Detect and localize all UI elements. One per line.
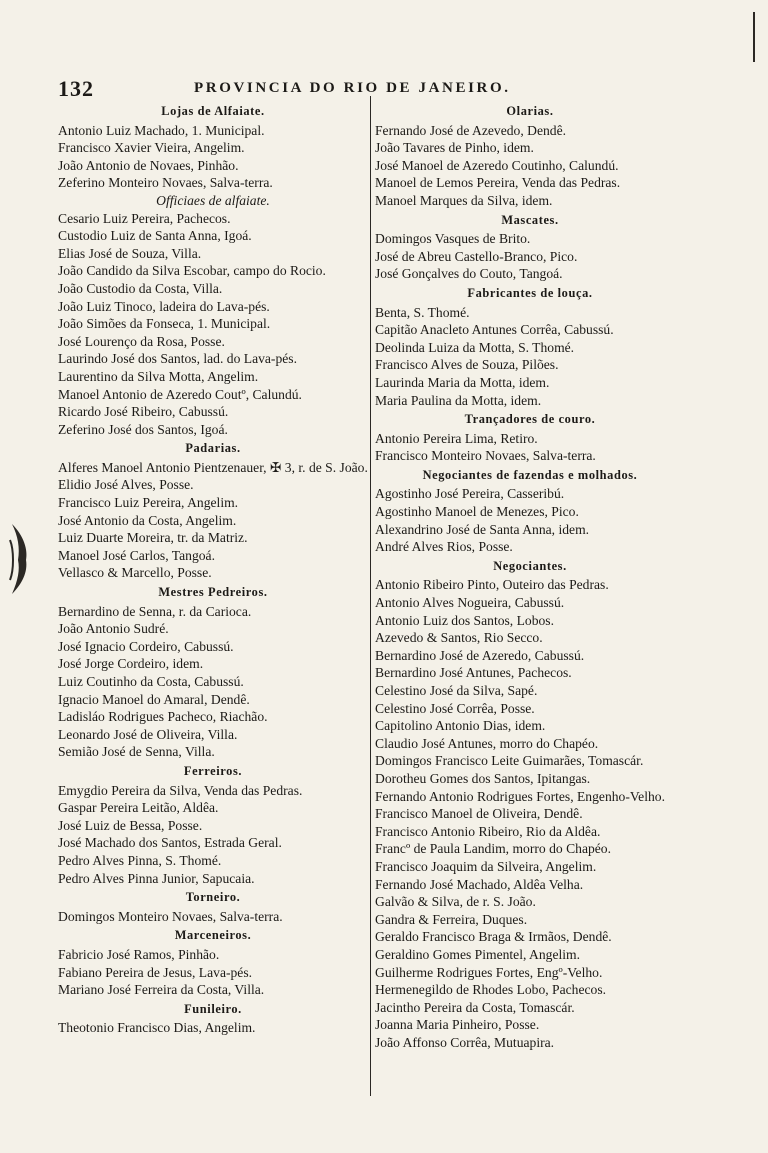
directory-entry: Fernando José de Azevedo, Dendê. — [375, 122, 567, 138]
directory-entry: Bernardino de Senna, r. da Carioca. — [58, 603, 252, 619]
directory-entry: André Alves Rios, Posse. — [375, 539, 513, 555]
directory-entry: Galvão & Silva, de r. S. João. — [375, 894, 536, 910]
directory-entry: Vellasco & Marcello, Posse. — [58, 565, 212, 581]
directory-entry: Dorotheu Gomes dos Santos, Ipitangas. — [375, 770, 591, 786]
directory-entry: Benta, S. Thomé. — [375, 304, 470, 320]
section-title: Torneiro. — [185, 890, 241, 905]
directory-entry: Francisco Monteiro Novaes, Salva-terra. — [375, 448, 596, 464]
binding-ornament — [8, 520, 30, 598]
section-torneiro — [58, 889, 368, 925]
directory-entry: João Affonso Corrêa, Mutuapira. — [375, 1034, 555, 1050]
directory-entry: João Antonio Sudré. — [58, 621, 169, 637]
directory-entry: Fernando Antonio Rodrigues Fortes, Engenho-Velho. — [375, 788, 665, 804]
directory-entry: Jacintho Pereira da Costa, Tomascár. — [375, 999, 575, 1015]
directory-entry: Ignacio Manoel do Amaral, Dendê. — [58, 691, 250, 707]
section-officiaes-de-alfaiate — [58, 192, 368, 438]
directory-entry: Hermenegildo de Rhodes Lobo, Pachecos. — [375, 982, 607, 998]
directory-entry: Ladisláo Rodrigues Pacheco, Riachão. — [58, 709, 268, 725]
directory-entry: Antonio Alves Nogueira, Cabussú. — [375, 595, 565, 611]
page-number: 132 — [58, 76, 94, 101]
directory-entry: Elidio José Alves, Posse. — [58, 477, 194, 493]
directory-entry: José Gonçalves do Couto, Tangoá. — [375, 266, 563, 282]
directory-entry: Elias José de Souza, Villa. — [58, 245, 202, 261]
directory-entry: Fabricio José Ramos, Pinhão. — [58, 946, 220, 962]
section-title: Ferreiros. — [183, 763, 243, 778]
directory-entry: Agostinho José Pereira, Casseribú. — [375, 486, 565, 502]
directory-entry: José Machado dos Santos, Estrada Geral. — [58, 835, 282, 851]
directory-entry: Francisco Xavier Vieira, Angelim. — [58, 140, 245, 156]
directory-entry: Laurentino da Silva Motta, Angelim. — [58, 368, 259, 384]
directory-entry: Domingos Monteiro Novaes, Salva-terra. — [58, 908, 283, 924]
section-funileiro — [58, 1001, 368, 1037]
section-title: Marceneiros. — [174, 928, 252, 943]
directory-entry: Pedro Alves Pinna, S. Thomé. — [58, 852, 222, 868]
directory-entry: Capitolino Antonio Dias, idem. — [375, 718, 546, 734]
directory-entry: Francisco Joaquim da Silveira, Angelim. — [375, 858, 597, 874]
directory-entry: Alferes Manoel Antonio Pientzenauer, ✠ 3, r. de S. João. — [58, 459, 368, 475]
section-fabricantes-de-louca — [375, 285, 685, 409]
directory-entry: Luiz Duarte Moreira, tr. da Matriz. — [58, 530, 248, 546]
page-header — [58, 76, 578, 101]
directory-entry: Gaspar Pereira Leitão, Aldêa. — [58, 800, 219, 816]
directory-entry: João Luiz Tinoco, ladeira do Lava-pés. — [58, 298, 270, 314]
section-title: Padarias. — [185, 441, 241, 456]
directory-entry: Semião José de Senna, Villa. — [58, 744, 215, 760]
section-title: Fabricantes de louça. — [467, 285, 593, 300]
directory-entry: João Antonio de Novaes, Pinhão. — [58, 157, 239, 173]
section-lojas-de-alfaiate — [58, 103, 368, 192]
left-column — [58, 101, 368, 1037]
page-edge-rule — [753, 12, 755, 62]
directory-entry: Deolinda Luiza da Motta, S. Thomé. — [375, 339, 575, 355]
directory-entry: João Candido da Silva Escobar, campo do Rocio. — [58, 263, 326, 279]
directory-entry: Custodio Luiz de Santa Anna, Igoá. — [58, 228, 252, 244]
directory-entry: Francisco Alves de Souza, Pilões. — [375, 357, 559, 373]
directory-entry: Joanna Maria Pinheiro, Posse. — [375, 1017, 540, 1033]
section-olarias — [375, 103, 685, 210]
directory-entry: Gandra & Ferreira, Duques. — [375, 911, 528, 927]
directory-entry: Domingos Francisco Leite Guimarães, Tomascár. — [375, 753, 644, 769]
directory-entry: José de Abreu Castello-Branco, Pico. — [375, 248, 578, 264]
section-marceneiros — [58, 927, 368, 998]
directory-entry: Zeferino Monteiro Novaes, Salva-terra. — [58, 175, 273, 191]
directory-entry: Zeferino José dos Santos, Igoá. — [58, 421, 228, 437]
directory-entry: Bernardino José Antunes, Pachecos. — [375, 665, 572, 681]
directory-entry: Theotonio Francisco Dias, Angelim. — [58, 1020, 256, 1036]
directory-entry: Maria Paulina da Motta, idem. — [375, 392, 542, 408]
section-negociantes-de-fazendas-e-molhados — [375, 467, 685, 556]
directory-entry: Cesario Luiz Pereira, Pachecos. — [58, 210, 231, 226]
directory-entry: Antonio Luiz Machado, 1. Municipal. — [58, 122, 265, 138]
section-title: Olarias. — [506, 104, 554, 118]
directory-entry: Fernando José Machado, Aldêa Velha. — [375, 876, 584, 892]
directory-entry: Agostinho Manoel de Menezes, Pico. — [375, 504, 579, 520]
directory-entry: Claudio José Antunes, morro do Chapéo. — [375, 735, 599, 751]
directory-entry: Francisco Luiz Pereira, Angelim. — [58, 495, 239, 511]
section-trancadores-de-couro — [375, 411, 685, 465]
section-title: Trançadores de couro. — [464, 412, 596, 427]
directory-entry: João Tavares de Pinho, idem. — [375, 140, 534, 156]
directory-entry: Mariano José Ferreira da Costa, Villa. — [58, 982, 265, 998]
directory-entry: Domingos Vasques de Brito. — [375, 231, 531, 247]
directory-entry: Manoel José Carlos, Tangoá. — [58, 547, 215, 563]
directory-entry: Manoel Marques da Silva, idem. — [375, 192, 553, 208]
right-column — [375, 101, 685, 1051]
section-title: Lojas de Alfaiate. — [161, 104, 265, 118]
directory-entry: Francisco Manoel de Oliveira, Dendê. — [375, 806, 583, 822]
directory-entry: José Antonio da Costa, Angelim. — [58, 512, 237, 528]
section-title: Mascates. — [501, 212, 559, 227]
directory-entry: José Jorge Cordeiro, idem. — [58, 656, 204, 672]
directory-entry: Alexandrino José de Santa Anna, idem. — [375, 521, 590, 537]
directory-entry: João Simões da Fonseca, 1. Municipal. — [58, 316, 271, 332]
directory-entry: Laurindo José dos Santos, lad. do Lava-pés. — [58, 351, 297, 367]
directory-entry: Fabiano Pereira de Jesus, Lava-pés. — [58, 964, 253, 980]
section-subtitle: Officiaes de alfaiate. — [156, 192, 270, 208]
section-title: Negociantes de fazendas e molhados. — [422, 467, 638, 482]
directory-entry: Emygdio Pereira da Silva, Venda das Pedras. — [58, 782, 303, 798]
section-title: Funileiro. — [184, 1001, 242, 1016]
section-title: Negociantes. — [493, 558, 567, 573]
section-mascates — [375, 212, 685, 283]
section-padarias — [58, 440, 368, 582]
directory-entry: Antonio Luiz dos Santos, Lobos. — [375, 612, 554, 628]
section-ferreiros — [58, 763, 368, 887]
section-negociantes — [375, 558, 685, 1052]
directory-entry: Guilherme Rodrigues Fortes, Engº-Velho. — [375, 964, 603, 980]
directory-entry: Geraldino Gomes Pimentel, Angelim. — [375, 946, 581, 962]
directory-entry: Celestino José da Silva, Sapé. — [375, 683, 538, 698]
directory-entry: José Lourenço da Rosa, Posse. — [58, 333, 225, 349]
directory-entry: José Luiz de Bessa, Posse. — [58, 817, 203, 833]
column-divider — [370, 96, 371, 1096]
directory-entry: Antonio Pereira Lima, Retiro. — [375, 430, 538, 446]
directory-entry: Bernardino José de Azeredo, Cabussú. — [375, 647, 585, 663]
directory-entry: Antonio Ribeiro Pinto, Outeiro das Pedras. — [375, 577, 609, 593]
directory-entry: Francº de Paula Landim, morro do Chapéo. — [375, 841, 612, 857]
directory-entry: Geraldo Francisco Braga & Irmãos, Dendê. — [375, 929, 612, 945]
directory-entry: Celestino José Corrêa, Posse. — [375, 700, 535, 716]
directory-entry: Azevedo & Santos, Rio Secco. — [375, 630, 543, 646]
section-mestres-pedreiros — [58, 584, 368, 761]
directory-entry: José Manoel de Azeredo Coutinho, Calundú. — [375, 157, 619, 173]
directory-entry: Ricardo José Ribeiro, Cabussú. — [58, 404, 229, 420]
directory-entry: Laurinda Maria da Motta, idem. — [375, 374, 550, 390]
directory-entry: Pedro Alves Pinna Junior, Sapucaia. — [58, 870, 255, 886]
directory-entry: José Ignacio Cordeiro, Cabussú. — [58, 638, 234, 654]
directory-entry: Manoel de Lemos Pereira, Venda das Pedras. — [375, 175, 621, 191]
directory-entry: Luiz Coutinho da Costa, Cabussú. — [58, 674, 244, 689]
directory-entry: João Custodio da Costa, Villa. — [58, 280, 223, 296]
directory-entry: Capitão Anacleto Antunes Corrêa, Cabussú. — [375, 322, 614, 338]
section-title: Mestres Pedreiros. — [158, 585, 268, 600]
directory-entry: Manoel Antonio de Azeredo Coutº, Calundú. — [58, 386, 302, 402]
directory-entry: Leonardo José de Oliveira, Villa. — [58, 726, 238, 742]
running-title: PROVINCIA DO RIO DE JANEIRO. — [194, 80, 511, 96]
directory-entry: Francisco Antonio Ribeiro, Rio da Aldêa. — [375, 823, 601, 839]
